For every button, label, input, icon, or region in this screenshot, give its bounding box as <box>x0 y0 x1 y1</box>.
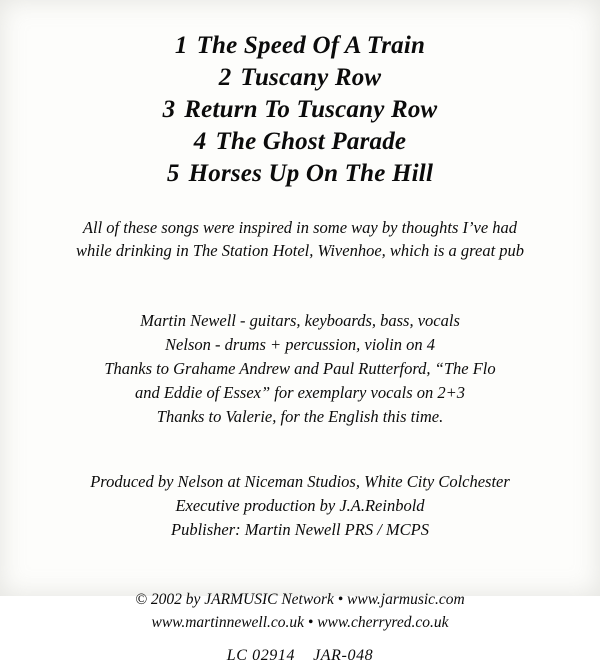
track-item <box>30 30 570 62</box>
track-title: Horses Up On The Hill <box>188 160 434 187</box>
production-line: Executive production by J.A.Reinbold <box>175 496 425 516</box>
performer-credits <box>30 309 570 429</box>
credit-line: Nelson - drums + percussion, violin on 4 <box>165 334 435 354</box>
lc-code: LC 02914 <box>226 646 296 664</box>
track-item <box>30 158 570 190</box>
credit-line: Thanks to Valerie, for the English this time. <box>156 406 444 426</box>
production-line: Produced by Nelson at Niceman Studios, White City Colchester <box>90 472 510 492</box>
production-line: Publisher: Martin Newell PRS / MCPS <box>170 520 429 540</box>
track-title: The Ghost Parade <box>215 128 407 155</box>
catalog-block <box>30 647 570 665</box>
track-item <box>30 126 570 158</box>
copyright-line: © 2002 by JARMUSIC Network • www.jarmusic.com <box>135 591 465 609</box>
inspiration-note <box>30 216 570 263</box>
note-line: while drinking in The Station Hotel, Wivenhoe, which is a great pub <box>75 241 525 261</box>
note-line: All of these songs were inspired in some way by thoughts I’ve had <box>82 218 518 237</box>
track-number: 2 <box>218 64 232 91</box>
track-number: 4 <box>193 128 207 155</box>
tracklist <box>30 30 570 190</box>
credit-line: Thanks to Grahame Andrew and Paul Rutterford, “The Flo <box>104 358 496 378</box>
track-title: Return To Tuscany Row <box>184 96 438 123</box>
track-item <box>30 62 570 94</box>
credit-line: and Eddie of Essex” for exemplary vocals on 2+3 <box>134 382 466 402</box>
track-item <box>30 94 570 126</box>
track-number: 3 <box>162 96 176 123</box>
copyright-block <box>30 588 570 635</box>
track-title: The Speed Of A Train <box>196 32 426 59</box>
track-number: 5 <box>166 160 180 187</box>
website-line: www.martinnewell.co.uk • www.cherryred.co.uk <box>151 614 449 632</box>
production-credits <box>30 470 570 542</box>
credit-line: Martin Newell - guitars, keyboards, bass, vocals <box>140 310 460 330</box>
track-number: 1 <box>174 32 188 59</box>
track-title: Tuscany Row <box>240 64 382 91</box>
catalog-number: JAR-048 <box>313 646 374 664</box>
